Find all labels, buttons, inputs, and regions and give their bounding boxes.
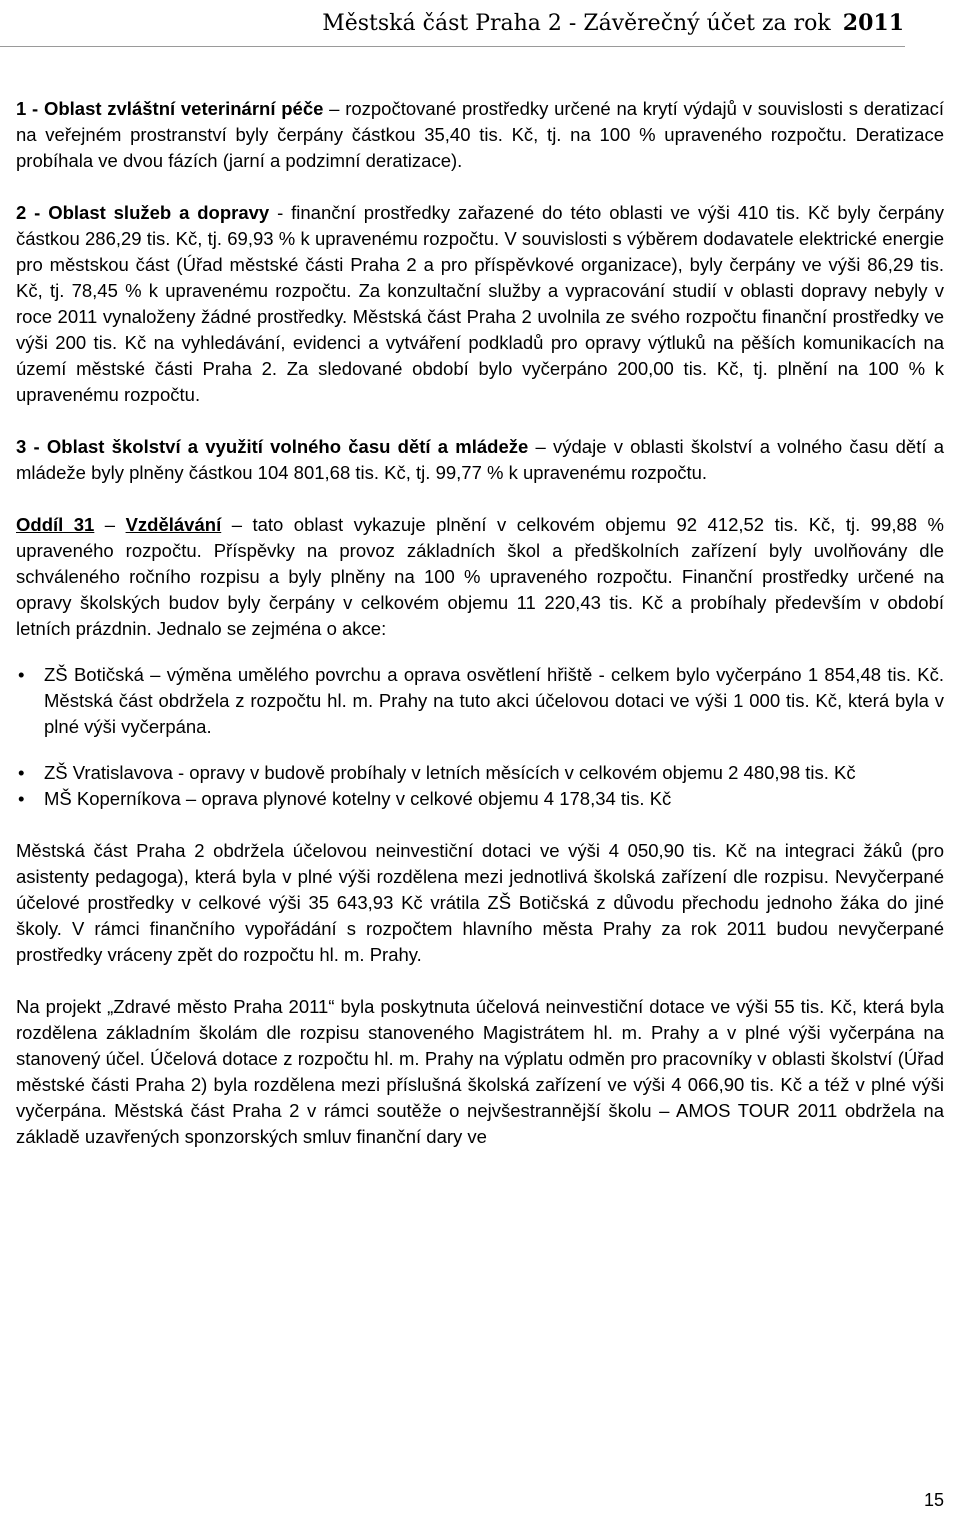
spacer bbox=[16, 812, 944, 838]
list-item-text: MŠ Koperníkova – oprava plynové kotelny v celkové objemu 4 178,34 tis. Kč bbox=[44, 788, 672, 809]
page-number: 15 bbox=[923, 1490, 944, 1510]
repairs-list bbox=[16, 662, 944, 812]
bullet-icon: • bbox=[18, 788, 25, 809]
header-title-text: Městská část Praha 2 - Závěrečný účet za rok bbox=[322, 11, 831, 36]
spacer bbox=[16, 642, 944, 662]
list-item bbox=[16, 786, 944, 812]
header-year: 2011 bbox=[842, 10, 904, 36]
spacer bbox=[16, 486, 944, 512]
text-veterinary: – rozpočtované prostředky určené na krytí výdajů v souvislosti s deratizací na veřejném prostranství byly čerpány částkou 35,40 tis. Kč, tj. na 100 % upraveného rozpočtu. Deratizace probíhala ve dvou fázích (jarní a podzimní deratizace). bbox=[16, 98, 945, 171]
heading-education-leisure: 3 - Oblast školství a využití volného času dětí a mládeže bbox=[16, 436, 529, 457]
header-rule bbox=[0, 46, 905, 47]
paragraph-transport bbox=[16, 200, 944, 408]
heading-section-31-title: Vzdělávání bbox=[125, 514, 222, 535]
heading-transport: 2 - Oblast služeb a dopravy bbox=[16, 202, 270, 223]
bullet-icon: • bbox=[18, 762, 25, 783]
paragraph-veterinary bbox=[16, 96, 944, 174]
spacer bbox=[16, 174, 944, 200]
list-item bbox=[16, 662, 944, 740]
spacer bbox=[16, 968, 944, 994]
paragraph-section-31 bbox=[16, 512, 944, 642]
list-item bbox=[16, 760, 944, 786]
text-education-leisure: – výdaje v oblasti školství a volného času dětí a mládeže byly plněny částkou 104 801,68 tis. Kč, tj. 99,77 % k upravenému rozpočtu. bbox=[16, 436, 944, 483]
header-title bbox=[322, 10, 904, 36]
text-transport: - finanční prostředky zařazené do této oblasti ve výši 410 tis. Kč byly čerpány částkou 286,29 tis. Kč, tj. 69,93 % k upravenému rozpočtu. V souvislosti s výběrem dodavatele elektrické energie pro městskou část (Úřad městské části Praha 2 a pro příspěvkové organizace), byly čerpány ve výši 86,29 tis. Kč, tj. 78,45 % k upravenému rozpočtu. Za konzultační služby a vypracování studií v oblasti dopravy nebyly v roce 2011 vynaloženy žádné prostředky. Městská část Praha 2 uvolnila ze svého rozpočtu finanční prostředky ve výši 200 tis. Kč na vyhledávání, evidenci a vytváření podkladů pro opravy výtluků na pěších komunikacích na území městské části Praha 2. Za sledované období bylo vyčerpáno 200,00 tis. Kč, tj. plnění na 100 % k upravenému rozpočtu. bbox=[16, 202, 944, 405]
paragraph-integration-subsidy: Městská část Praha 2 obdržela účelovou neinvestiční dotaci ve výši 4 050,90 tis. Kč na integraci žáků (pro asistenty pedagoga), která byla v plné výši rozdělena mezi jednotlivá školská zařízení dle rozpisu. Nevyčerpané účelové prostředky v celkové výši 35 643,93 Kč vrátila ZŠ Botičská z důvodu přechodu jednoho žáka do jiné školy. V rámci finančního vypořádání s rozpočtem hlavního města Prahy za rok 2011 budou nevyčerpané prostředky vráceny zpět do rozpočtu hl. m. Prahy. bbox=[16, 840, 944, 965]
heading-veterinary: 1 - Oblast zvláštní veterinární péče bbox=[16, 98, 324, 119]
list-item-text: ZŠ Vratislavova - opravy v budově probíhaly v letních měsících v celkovém objemu 2 480,98 tis. Kč bbox=[44, 762, 856, 783]
document-body bbox=[16, 96, 944, 1150]
heading-section-31-number: Oddíl 31 bbox=[16, 514, 95, 535]
page-header bbox=[0, 0, 960, 48]
bullet-icon: • bbox=[18, 664, 25, 685]
heading-section-31-dash: – bbox=[94, 514, 126, 535]
spacer bbox=[16, 408, 944, 434]
text-section-31: – tato oblast vykazuje plnění v celkovém objemu 92 412,52 tis. Kč, tj. 99,88 % upraveného rozpočtu. Příspěvky na provoz základních škol a předškolních zařízení byly uvolňovány dle schváleného ročního rozpisu a byly plněny na 100 % upraveného rozpočtu. Finanční prostředky určené na opravy školských budov byly čerpány v celkovém objemu 11 220,43 tis. Kč a probíhaly především v období letních prázdnin. Jednalo se zejména o akce: bbox=[16, 514, 944, 639]
paragraph-education-leisure bbox=[16, 434, 944, 486]
paragraph-healthy-city: Na projekt „Zdravé město Praha 2011“ byla poskytnuta účelová neinvestiční dotace ve výši 55 tis. Kč, která byla rozdělena základním školám dle rozpisu stanoveného Magistrátem hl. m. Prahy a v plné výši vyčerpána na stanovený účel. Účelová dotace z rozpočtu hl. m. Prahy na výplatu odměn pro pracovníky v oblasti školství (Úřad městské části Praha 2) byla rozdělena mezi příslušná školská zařízení ve výši 4 066,90 tis. Kč a též v plné výši vyčerpána. Městská část Praha 2 v rámci soutěže o nejvšestrannější školu – AMOS TOUR 2011 obdržela na základě uzavřených sponzorských smluv finanční dary ve bbox=[16, 996, 944, 1147]
list-item-text: ZŠ Botičská – výměna umělého povrchu a oprava osvětlení hřiště - celkem bylo vyčerpáno 1 854,48 tis. Kč. Městská část obdržela z rozpočtu hl. m. Prahy na tuto akci účelovou dotaci ve výši 1 000 tis. Kč, která byla v plné výši vyčerpána. bbox=[44, 664, 944, 737]
